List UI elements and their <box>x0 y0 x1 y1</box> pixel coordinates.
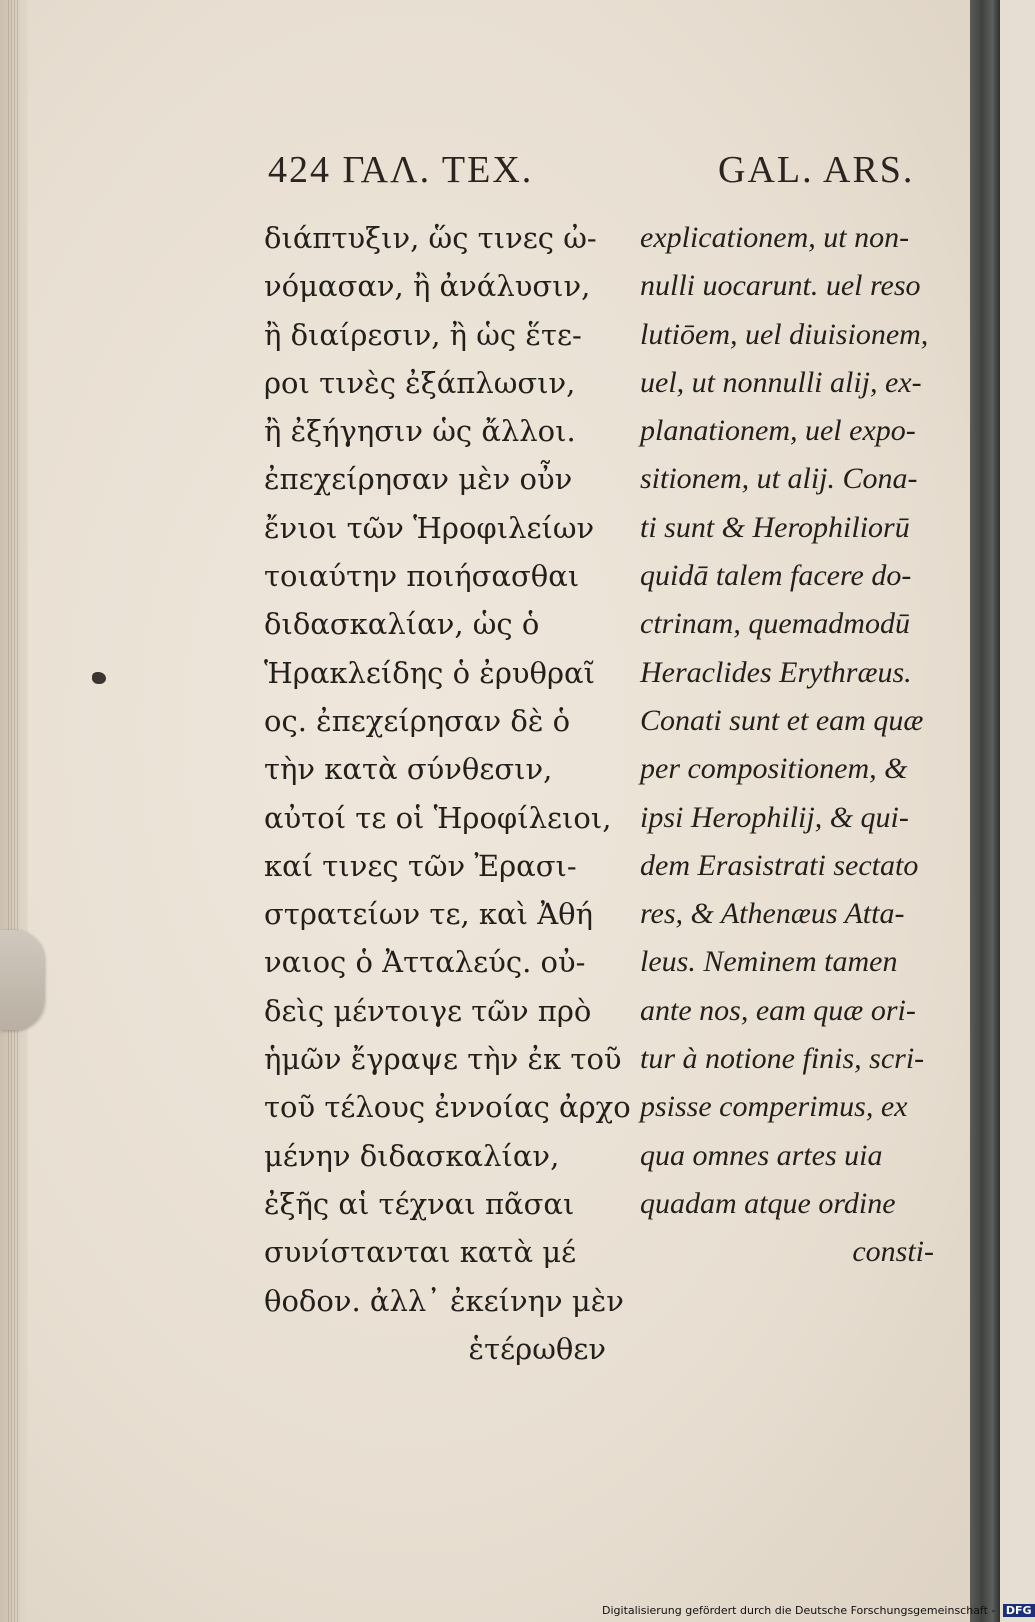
dfg-logo: DFG <box>1003 1604 1035 1617</box>
greek-line: αὐτοί τε οἱ Ἡροφίλειοι, <box>264 800 612 835</box>
latin-column <box>640 214 968 1277</box>
latin-line: Conati sunt et eam quæ <box>640 703 924 737</box>
latin-line: quidā talem facere do- <box>640 559 912 593</box>
greek-line: διάπτυξιν, ὥς τινες ὠ- <box>264 221 597 255</box>
latin-line: sitionem, ut alij. Cona- <box>640 462 918 496</box>
latin-line: ipsi Herophilij, & qui- <box>640 800 909 834</box>
latin-line: qua omnes artes uia <box>640 1138 883 1172</box>
greek-line: ος. ἐπεχείρησαν δὲ ὁ <box>264 703 571 738</box>
running-header-greek: 424 ΓΑΛ. ΤΕΧ. <box>268 149 534 191</box>
greek-line: στρατείων τε, καὶ Ἀθή <box>264 897 593 932</box>
greek-line: τοιαύτην ποιήσασθαι <box>264 559 580 594</box>
latin-line: tur à notione finis, scri- <box>640 1042 925 1076</box>
greek-column <box>264 214 631 1373</box>
latin-line: psisse comperimus, ex <box>640 1090 908 1124</box>
latin-line: explicationem, ut non- <box>640 221 910 254</box>
ink-mark <box>92 672 106 684</box>
greek-line: ἢ ἐξήγησιν ὡς ἄλλοι. <box>264 414 576 449</box>
latin-line: dem Erasistrati sectato <box>640 848 919 882</box>
latin-line: lutiōem, uel diuisionem, <box>640 317 929 351</box>
latin-line: nulli uocarunt. uel reso <box>640 269 921 303</box>
greek-catchword: ἑτέρωθεν <box>468 1331 606 1366</box>
latin-catchword: consti- <box>852 1235 934 1269</box>
greek-line: διδασκαλίαν, ὡς ὁ <box>264 607 540 642</box>
greek-line: θοδον. ἀλλ᾽ ἐκείνην μὲν <box>264 1283 624 1318</box>
greek-line: ἢ διαίρεσιν, ἢ ὡς ἕτε- <box>264 317 582 352</box>
greek-line: ροι τινὲς ἐξάπλωσιν, <box>264 365 576 400</box>
credit-text: Digitalisierung gefördert durch die Deutsche Forschungsgemeinschaft - <box>602 1604 996 1617</box>
clip-tab <box>0 930 44 1030</box>
latin-line: Heraclides Erythræus. <box>640 655 912 689</box>
greek-line: δεὶς μέντοιγε τῶν πρὸ <box>264 993 592 1028</box>
greek-line: μένην διδασκαλίαν, <box>264 1138 560 1173</box>
greek-line: καί τινες τῶν Ἐρασι- <box>264 848 577 883</box>
greek-line: ναιος ὁ Ἀτταλεύς. οὐ- <box>264 945 586 980</box>
page-stack-lines <box>8 0 18 1622</box>
latin-line: planationem, uel expo- <box>640 414 916 448</box>
greek-line: Ἡρακλείδης ὁ ἐρυθραῖ <box>264 655 595 690</box>
latin-line: leus. Neminem tamen <box>640 945 898 979</box>
greek-line: ἡμῶν ἔγραψε τὴν ἐκ τοῦ <box>264 1042 622 1077</box>
greek-line: ἐξῆς αἱ τέχναι πᾶσαι <box>264 1186 575 1221</box>
running-header-latin: GAL. ARS. <box>718 149 915 191</box>
latin-line: ti sunt & Herophiliorū <box>640 510 910 544</box>
greek-line: τοῦ τέλους ἐννοίας ἀρχο <box>264 1090 631 1125</box>
greek-line: ἐπεχείρησαν μὲν οὖν <box>264 462 573 497</box>
latin-line: ante nos, eam quæ ori- <box>640 993 916 1027</box>
latin-line: ctrinam, quemadmodū <box>640 607 910 641</box>
latin-line: res, & Athenæus Atta- <box>640 897 905 931</box>
latin-line: uel, ut nonnulli alij, ex- <box>640 365 922 399</box>
greek-line: νόμασαν, ἢ ἀνάλυσιν, <box>264 269 591 304</box>
book-spine-right <box>970 0 1000 1622</box>
greek-line: συνίστανται κατὰ μέ <box>264 1235 577 1270</box>
greek-line: ἔνιοι τῶν Ἡροφιλείων <box>264 510 595 545</box>
latin-line: per compositionem, & <box>640 752 908 786</box>
latin-line: quadam atque ordine <box>640 1186 896 1220</box>
greek-line: τὴν κατὰ σύνθεσιν, <box>264 752 553 787</box>
digitization-credit <box>602 1604 1035 1617</box>
